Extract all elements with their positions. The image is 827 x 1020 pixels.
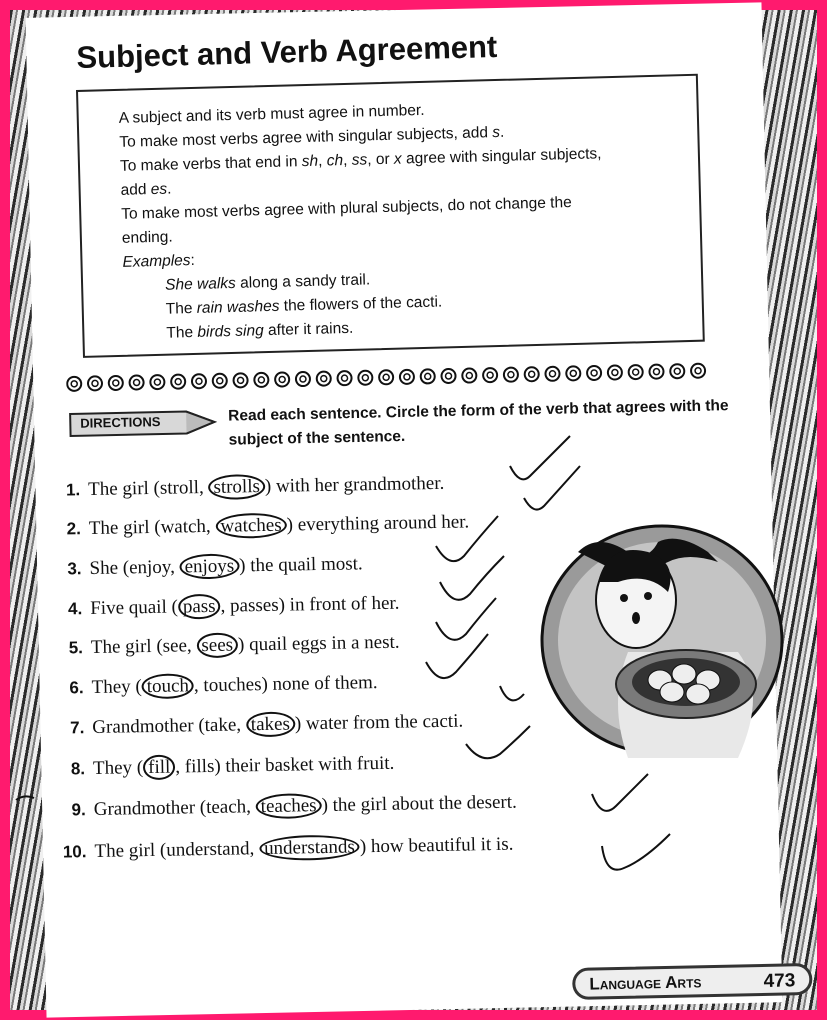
item-text: ) their basket with fruit. xyxy=(214,752,395,777)
exercise-list xyxy=(34,469,654,862)
decorative-dot xyxy=(109,376,123,390)
decorative-dot xyxy=(525,367,539,381)
rule-text: agree with singular subjects, xyxy=(401,145,602,168)
example-italic: She walks xyxy=(164,274,236,294)
item-text: Grandmother (teach, xyxy=(93,796,256,821)
item-text: ) in front of her. xyxy=(278,592,400,616)
item-text: ) everything around her. xyxy=(286,511,470,536)
decorative-dot xyxy=(587,366,601,380)
example-italic: birds sing xyxy=(197,322,264,341)
item-number: 8. xyxy=(70,759,86,779)
example-italic: rain washes xyxy=(196,297,280,317)
decorative-dot xyxy=(608,365,622,379)
item-text: They ( xyxy=(91,676,142,699)
decorative-dot xyxy=(504,368,518,382)
exercise-item xyxy=(40,789,660,830)
circled-answer: watches xyxy=(215,513,287,539)
item-text: The girl (watch, xyxy=(88,515,216,540)
decorative-dot xyxy=(296,372,310,386)
rule-italic: s xyxy=(492,123,501,142)
decorative-dot xyxy=(317,371,331,385)
examples-label: Examples xyxy=(122,252,191,271)
pen-mark-icon xyxy=(16,796,34,800)
item-number: 10. xyxy=(62,842,87,862)
item-text: ) the girl about the desert. xyxy=(321,791,517,817)
page-number: 473 xyxy=(763,970,796,992)
circled-answer: understands xyxy=(259,834,360,861)
worksheet-page xyxy=(10,10,817,1010)
decorative-dot xyxy=(129,375,143,389)
decorative-dot xyxy=(67,377,81,391)
decorative-dot xyxy=(192,374,206,388)
decorative-dot xyxy=(483,368,497,382)
decorative-dot xyxy=(421,369,435,383)
decorative-dot xyxy=(275,372,289,386)
example-text: The xyxy=(166,323,198,342)
decorative-dot xyxy=(649,364,663,378)
rule-italic: es xyxy=(150,180,168,199)
exercise-item xyxy=(40,831,660,872)
decorative-dot xyxy=(171,375,185,389)
circled-answer: strolls xyxy=(208,474,265,500)
example-text: The xyxy=(165,299,197,318)
directions-text: Read each sentence. Circle the form of the verb that agrees with the subject of the sentence. xyxy=(228,397,729,449)
rule-text: To make verbs that end in xyxy=(119,153,302,175)
item-number: 5. xyxy=(68,638,84,658)
item-text: ) water from the cacti. xyxy=(294,710,464,735)
directions-tag-label: DIRECTIONS xyxy=(80,414,161,431)
example-text: the flowers of the cacti. xyxy=(279,293,443,315)
decorative-dot xyxy=(629,365,643,379)
item-text: , passes xyxy=(220,594,279,617)
item-number: 3. xyxy=(67,559,82,579)
rule-text: To make most verbs agree with singular subjects, add xyxy=(119,124,493,151)
directions-block xyxy=(68,393,768,449)
decorative-dot xyxy=(233,373,247,387)
item-text: ) the quail most. xyxy=(239,553,363,577)
rule-text: , xyxy=(317,152,327,170)
circled-answer: sees xyxy=(196,632,238,658)
item-text: , fills xyxy=(175,755,215,778)
rule-text: , xyxy=(342,151,352,170)
decorative-dot xyxy=(545,367,559,381)
circled-answer: pass xyxy=(178,594,221,620)
item-number: 2. xyxy=(66,519,82,539)
item-number: 4. xyxy=(67,599,83,619)
decorative-dot xyxy=(150,375,164,389)
item-text: She (enjoy, xyxy=(89,556,180,580)
rule-text: To make most verbs agree with plural subjects, do not change the xyxy=(121,194,572,223)
girl-with-quail-eggs-illustration xyxy=(538,522,786,758)
item-text: The girl (stroll, xyxy=(87,476,209,501)
item-text: The girl (see, xyxy=(90,635,197,659)
decorative-dot xyxy=(379,370,393,384)
exercise-item xyxy=(34,469,654,510)
decorative-dot xyxy=(400,370,414,384)
decorative-dot xyxy=(441,369,455,383)
item-text: The girl (understand, xyxy=(94,838,260,862)
decorative-dot xyxy=(213,374,227,388)
rules-box xyxy=(76,74,705,358)
example-text: along a sandy trail. xyxy=(235,271,371,292)
item-text: They ( xyxy=(92,757,144,780)
item-text: Grandmother (take, xyxy=(92,714,247,739)
rule-text: . xyxy=(499,123,505,141)
decorative-dot xyxy=(254,373,268,387)
item-text: Five quail ( xyxy=(90,596,179,620)
item-number: 1. xyxy=(65,480,81,500)
rule-italic: ch xyxy=(326,152,344,170)
rule-text: add xyxy=(120,181,152,199)
circled-answer: enjoys xyxy=(179,553,239,579)
decorative-dot-border xyxy=(66,360,716,394)
decorative-dot xyxy=(358,371,372,385)
item-number: 6. xyxy=(69,678,84,698)
item-number: 7. xyxy=(69,718,85,738)
page-footer-badge xyxy=(572,963,813,1000)
item-text: ) quail eggs in a nest. xyxy=(237,631,400,656)
item-text: ) none of them. xyxy=(261,672,378,696)
circled-answer: touch xyxy=(142,673,195,699)
item-text: ) with her grandmother. xyxy=(264,472,445,497)
decorative-dot xyxy=(566,366,580,380)
decorative-dot xyxy=(691,364,705,378)
examples-label-line: Examples: xyxy=(122,251,196,271)
rule-text: A subject and its verb must agree in number. xyxy=(118,101,425,127)
item-text: , touches xyxy=(193,674,262,697)
item-number: 9. xyxy=(71,800,86,820)
decorative-dot xyxy=(337,371,351,385)
example-text: after it rains. xyxy=(263,319,354,340)
rule-text: , or xyxy=(367,150,395,169)
rule-italic: x xyxy=(393,150,402,168)
directions-tag xyxy=(68,409,219,438)
rule-text: ending. xyxy=(121,228,173,247)
circled-answer: fill xyxy=(143,755,176,781)
rule-italic: sh xyxy=(301,152,319,171)
circled-answer: teaches xyxy=(255,793,321,819)
circled-answer: takes xyxy=(246,711,295,737)
rule-italic: ss xyxy=(351,151,368,169)
item-text: ) how beautiful it is. xyxy=(359,833,514,858)
decorative-dot xyxy=(462,368,476,382)
page-title: Subject and Verb Agreement xyxy=(76,28,498,75)
rule-text: . xyxy=(166,180,172,198)
decorative-dot xyxy=(88,376,102,390)
decorative-dot xyxy=(670,364,684,378)
footer-section-label: Language Arts xyxy=(589,972,702,994)
